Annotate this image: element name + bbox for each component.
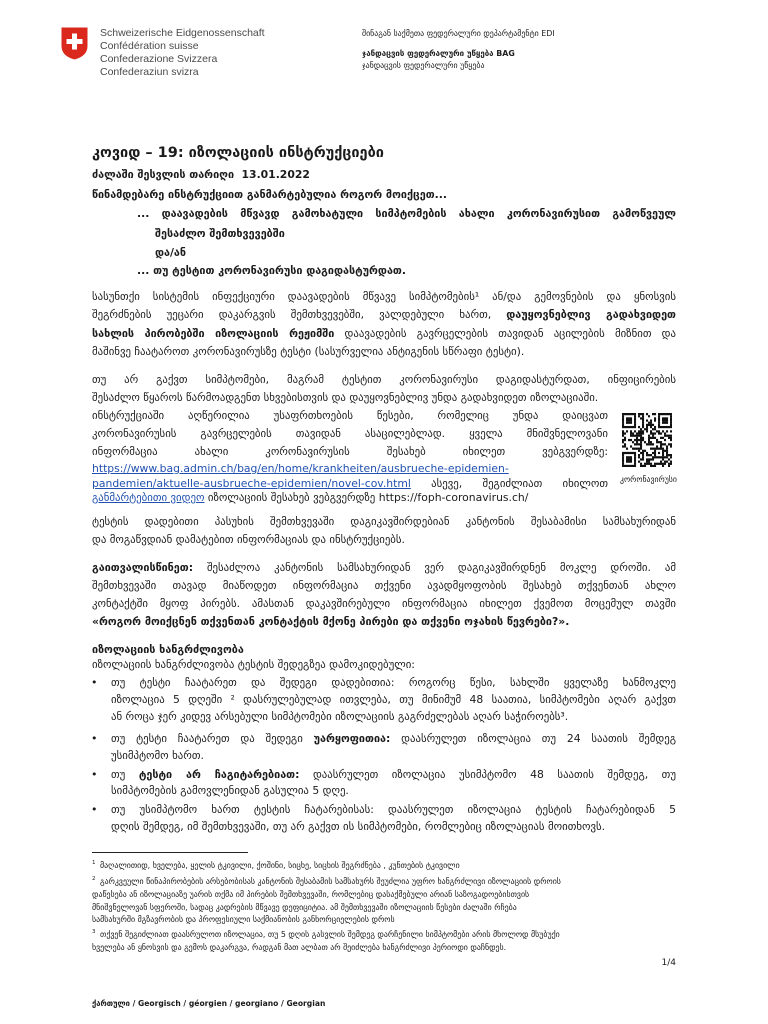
text-fragment: დაასრულეთ იზოლაცია თუ 24 საათის შემდეგ: [390, 732, 676, 745]
text-fragment: თუ ტესტი ჩაატარეთ და შედეგი: [111, 732, 314, 745]
footnote-line: გარკვეული წინაპირობების არსებობისას კანტონის შესაბამის სამსახურს შეუძლია უფრო ხანგრძლივი იზოლაციის დროის: [100, 877, 561, 886]
qr-code-caption: კორონავირუსი: [620, 475, 677, 484]
footnote-line: მნიშვნელოვან სფეროში, სადაც კადრების მწვავე დეფიციტია. ამ შემთხვევაში იზოლაციის წესები ძალაში რჩება: [92, 903, 517, 912]
bullet-line: სიმპტომების გამოვლენიდან გასულია 5 დღე.: [111, 784, 349, 797]
note-label: გაითვალისწინეთ:: [92, 561, 194, 574]
paragraph-line: [92, 490, 676, 505]
foph-website-url[interactable]: https://foph-coronavirus.ch/: [378, 491, 529, 504]
federation-name-it: Confederazione Svizzera: [100, 53, 218, 65]
footnote-divider: [92, 852, 248, 853]
language-label: ქართული / Georgisch / géorgien / georgiano / Georgian: [92, 999, 326, 1008]
paragraph-line: სასუნთქი სისტემის ინფექციური დაავადების მწვავე სიმპტომების¹ ან/და გემოვნების და ყნოსვის: [92, 290, 676, 303]
paragraph-line: შესაძლო წყაროს წარმოადგენთ სხვებისთვის და დაუყოვნებლივ უნდა გადახვიდეთ იზოლაციაში.: [92, 391, 599, 404]
bullet-icon: •: [91, 676, 98, 689]
footnote-marker: 3: [92, 929, 96, 935]
footnote-marker: 2: [92, 876, 96, 882]
paragraph-line: [92, 560, 676, 575]
intro-case-positive-test: ... თუ ტესტით კორონავირუსი დაგიდასტურდათ.: [137, 264, 406, 277]
paragraph-line: [92, 307, 676, 322]
emphasis-text: უარყოფითია:: [313, 732, 391, 745]
intro-connector: და/ან: [155, 246, 187, 259]
bullet-icon: •: [91, 768, 98, 781]
explainer-video-link[interactable]: განმარტებითი ვიდეო: [92, 491, 205, 504]
swiss-cross-icon: [61, 27, 88, 60]
text-fragment: იზოლაციის შესახებ ვებგვერდზე: [204, 491, 379, 504]
paragraph-line: მაშინვე ჩაატაროთ კორონავირუსზე ტესტი (სასურველია ანტიგენის სწრაფი ტესტი).: [92, 345, 525, 358]
paragraph-line: [92, 476, 608, 491]
bullet-line: [111, 731, 676, 746]
text-fragment: შესაძლოა კანტონის სამსახურიდან ვერ დაგიკავშირდნენ მოკლე დროში. ამ: [193, 561, 676, 574]
bullet-icon: •: [91, 732, 98, 745]
footnote-line: სამსახურში მგზავრობის და პროფესიული საქმიანობის განხორციელების დროს: [92, 915, 395, 924]
paragraph-line: ინსტრუქციაში აღწერილია უსაფრთხოების წესები, რომელიც უნდა დაიცვათ: [92, 409, 608, 422]
text-fragment: შეგრძნების უეცარი დაკარგვის შემთხვევებში, ვალდებული ხართ,: [92, 308, 507, 321]
bullet-icon: •: [91, 803, 98, 816]
footnote-line: დაწესება ან იზოლაციაზე უარის თქმა იმ პირების შემთხვევაში, რომლებიც დასაქმებული არიან საზოგადოებისთვის: [92, 890, 530, 899]
footnote-line: თქვენ შეგიძლიათ დაასრულოთ იზოლაცია, თუ 5 დღის გასვლის შემდეგ დარჩენილი სიმპტომები არის მხოლოდ მსუბუქი: [100, 930, 560, 939]
federation-name-rm: Confederaziun svizra: [100, 66, 199, 78]
page-title: კოვიდ – 19: იზოლაციის ინსტრუქციები: [92, 145, 384, 161]
qr-code-icon[interactable]: [622, 413, 672, 467]
paragraph-line: ინფორმაცია ახალი კორონავირუსის შესახებ იხილეთ ვებგვერდზე:: [92, 445, 608, 458]
bullet-line: [111, 767, 676, 782]
emphasis-text: სახლის პირობებში იზოლაციის რეჟიმში: [92, 327, 335, 340]
bullet-line: იზოლაცია 5 დღეში ² დასრულებულად ითვლება, თუ მინიმუმ 48 საათია, სიმპტომები აღარ გაქვთ: [111, 693, 676, 706]
bag-website-link[interactable]: https://www.bag.admin.ch/bag/en/home/krankheiten/ausbrueche-epidemien-: [92, 462, 509, 475]
paragraph-line: კორონავირუსის გავრცელების თავიდან ასაცილებლად. ყველა მნიშვნელოვანი: [92, 427, 608, 440]
text-fragment: ასევე, შეგიძლიათ იხილოთ: [410, 477, 608, 490]
office-name: ჯანდაცვის ფედერალური უწყება: [362, 61, 485, 70]
section-heading: იზოლაციის ხანგრძლივობა: [92, 643, 244, 656]
footnote-line: მაღალითიდ, ხველება, ყელის ტკივილი, ქოშინი, სიცხე, სიცხის შეგრძნება , კუნთების ტკივილი: [100, 861, 460, 870]
federation-name-de: Schweizerische Eidgenossenschaft: [100, 27, 265, 39]
paragraph-line: კონტაქტში მყოფ პირებს. ამასთან დაკავშირებული ინფორმაცია იხილეთ ქვემოთ მოცემულ თავში: [92, 597, 676, 610]
text-fragment: თუ: [111, 768, 139, 781]
text-fragment: დაასრულეთ იზოლაცია უსიმპტომო 48 საათის შემდეგ, თუ: [299, 768, 676, 781]
bullet-line: უსიმპტომო ხართ.: [111, 749, 204, 762]
emphasis-text: ტესტი არ ჩაგიტარებიათ:: [138, 768, 300, 781]
paragraph-line: თუ არ გაქვთ სიმპტომები, მაგრამ ტესტით კორონავირუსი დაგიდასტურდათ, ინფიცირების: [92, 373, 676, 386]
section-intro: იზოლაციის ხანგრძლივობა ტესტის შედეგზეა დამოკიდებული:: [92, 658, 415, 671]
intro-case-symptoms-line: ... დაავადების მწვავდ გამოხატული სიმპტომების ახალი კორონავირუსით გამოწვეულ: [137, 207, 676, 220]
bullet-line: თუ ტესტი ჩაატარეთ და შედეგი დადებითია: როგორც წესი, სახლში ყველაზე ხანმოკლე: [111, 676, 676, 689]
federation-name-fr: Confédération suisse: [100, 40, 199, 52]
paragraph-line: და მოგაწვდიან დამატებით ინფორმაციას და ინსტრუქციებს.: [92, 533, 405, 546]
effective-date: ძალაში შესვლის თარიღი 13.01.2022: [92, 168, 310, 181]
paragraph-line: [92, 461, 608, 476]
intro-case-symptoms-line: შესაძლო შემთხვევებში: [155, 227, 285, 240]
department-name: შინაგან საქმეთა ფედერალური დეპარტამენტი EDI: [362, 29, 555, 38]
emphasis-text: დაუყოვნებლივ გადახვიდეთ: [506, 308, 676, 321]
paragraph-line: «როგორ მოიქცნენ თქვენთან კონტაქტის მქონე პირები და თქვენი ოჯახის წევრები?».: [92, 615, 570, 628]
office-name-with-code: ჯანდაცვის ფედერალური უწყება BAG: [362, 49, 515, 58]
paragraph-line: [92, 326, 676, 341]
bullet-line: დღის შემდეგ, იმ შემთხვევაში, თუ არ გაქვთ ის სიმპტომები, რომლებიც იზოლაციას მოითხოვს.: [111, 820, 606, 833]
paragraph-line: შემთხვევაში თავად მიაწოდეთ ინფორმაცია თქვენი ავადმყოფობის შესახებ თქვენთან ახლო: [92, 579, 676, 592]
footnote-line: ხველება ან ყნოსვის და გემოს დაკარგვა, რადგან მათ ალბათ არ შეიძლება ხანგრძლივი პერიოდი დაჩნდეს.: [92, 943, 507, 952]
bag-website-link[interactable]: pandemien/aktuelle-ausbrueche-epidemien/novel-cov.html: [92, 477, 411, 490]
page-number: 1/4: [661, 958, 676, 968]
bullet-line: ან როცა ჯერ კიდევ არსებული სიმპტომები იზოლაციის გაგრძელებას აღარ საჭიროებს³.: [111, 710, 569, 723]
footnote-marker: 1: [92, 860, 96, 866]
intro-lead: წინამდებარე ინსტრუქციით განმარტებულია როგორ მოიქცეთ...: [92, 188, 447, 201]
text-fragment: დაავადების გავრცელების თავიდან აცილების მიზნით და: [334, 327, 676, 340]
paragraph-line: ტესტის დადებითი პასუხის შემთხვევაში დაგიკავშირდებიან კანტონის შესაბამისი სამსახურიდან: [92, 515, 676, 528]
bullet-line: თუ უსიმპტომო ხართ ტესტის ჩატარებისას: დაასრულეთ იზოლაცია ტესტის ჩატარებიდან 5: [111, 803, 676, 816]
